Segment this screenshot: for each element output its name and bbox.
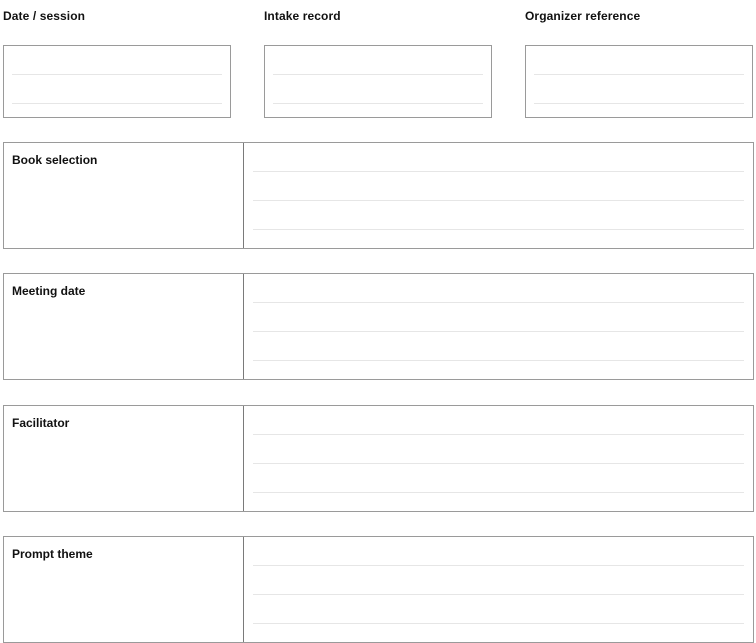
writing-line xyxy=(273,103,483,104)
writing-line xyxy=(253,200,744,201)
book-selection-section xyxy=(3,142,754,249)
prompt-theme-label-cell xyxy=(4,537,244,642)
meeting-date-label: Meeting date xyxy=(12,284,86,298)
header-fields xyxy=(3,0,756,120)
facilitator-label: Facilitator xyxy=(12,416,70,430)
book-selection-label: Book selection xyxy=(12,153,98,167)
writing-line xyxy=(253,171,744,172)
meeting-date-section xyxy=(3,273,754,380)
organizer-reference-input-box[interactable] xyxy=(525,45,753,118)
prompt-theme-label: Prompt theme xyxy=(12,547,93,561)
book-selection-label-cell xyxy=(4,143,244,248)
writing-line xyxy=(534,74,744,75)
writing-line xyxy=(253,331,744,332)
writing-line xyxy=(253,434,744,435)
book-selection-write-area[interactable] xyxy=(244,143,753,248)
writing-line xyxy=(253,492,744,493)
writing-line xyxy=(253,360,744,361)
facilitator-section xyxy=(3,405,754,512)
writing-line xyxy=(253,594,744,595)
writing-line xyxy=(253,623,744,624)
date-session-input-box[interactable] xyxy=(3,45,231,118)
organizer-reference-label: Organizer reference xyxy=(525,9,641,23)
writing-line xyxy=(253,302,744,303)
writing-line xyxy=(253,565,744,566)
date-session-label: Date / session xyxy=(3,9,86,23)
prompt-theme-section xyxy=(3,536,754,643)
meeting-date-write-area[interactable] xyxy=(244,274,753,379)
intake-record-label: Intake record xyxy=(264,9,341,23)
facilitator-label-cell xyxy=(4,406,244,511)
meeting-date-label-cell xyxy=(4,274,244,379)
writing-line xyxy=(12,74,222,75)
writing-line xyxy=(12,103,222,104)
writing-line xyxy=(253,229,744,230)
facilitator-write-area[interactable] xyxy=(244,406,753,511)
intake-record-input-box[interactable] xyxy=(264,45,492,118)
writing-line xyxy=(253,463,744,464)
writing-line xyxy=(273,74,483,75)
prompt-theme-write-area[interactable] xyxy=(244,537,753,642)
writing-line xyxy=(534,103,744,104)
